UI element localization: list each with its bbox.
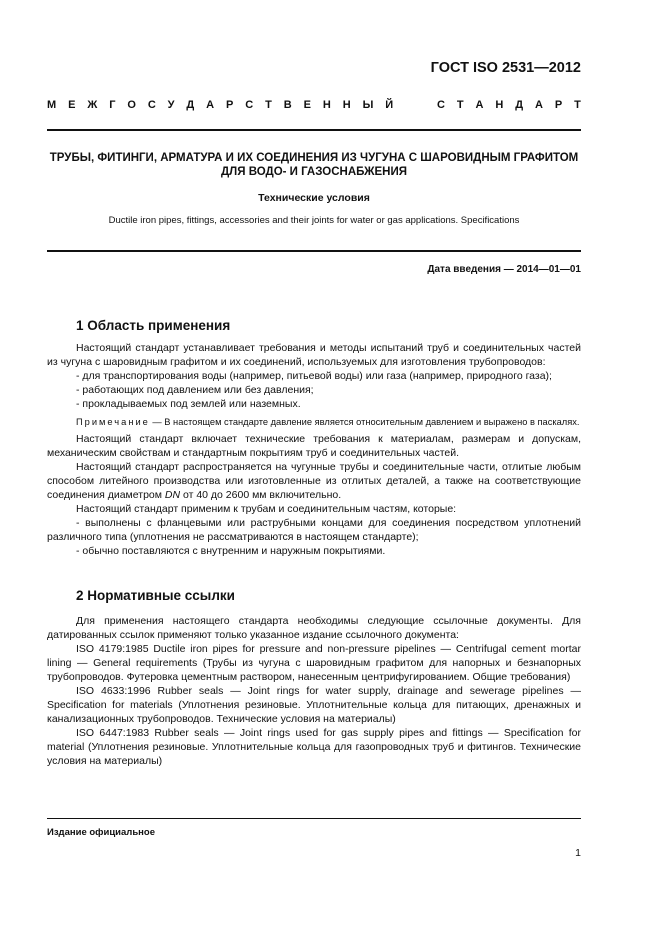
banner-letter: Ж <box>87 99 98 111</box>
title-divider <box>47 250 581 252</box>
banner-letter: С <box>437 99 445 111</box>
paragraph-text: от 40 до 2600 мм включительно. <box>180 489 342 501</box>
document-subtitle: Технические условия <box>258 192 370 204</box>
list-item: - прокладываемых под землей или наземных. <box>76 398 301 410</box>
section-2-body <box>47 614 581 768</box>
interstate-standard-banner <box>47 99 581 111</box>
banner-letter: Ы <box>362 99 374 111</box>
note-text: — В настоящем стандарте давление является относительным давлением и выражено в паскалях. <box>149 417 580 427</box>
reference-item: ISO 4633:1996 Rubber seals — Joint rings for water supply, drainage and sewerage pipelines — Specification for materials (Уплотнения резиновые. Уплотнительные кольца для питающих, дренажных и канализационных трубопроводов. Технические условия на материалы) <box>47 685 581 725</box>
page-number: 1 <box>575 847 581 859</box>
list-item: - выполнены с фланцевыми или раструбными концами для соединения посредством уплотнений различного типа (уплотнения не рассматриваются в настоящем стандарте); <box>47 517 581 543</box>
paragraph: Для применения настоящего стандарта необходимы следующие ссылочные документы. Для датированных ссылок применяют только указанное издание ссылочного документа: <box>47 615 581 641</box>
dn-symbol: DN <box>164 489 181 501</box>
paragraph: Настоящий стандарт включает технические требования к материалам, размерам и допускам, механическим свойствам и стандартным покрытиям труб и соединительных частей. <box>47 433 581 459</box>
paragraph-text: Настоящий стандарт распространяется на чугунные трубы и соединительные части, отлитые любым способом литейного производства или изготовленные из отлитых деталей, а также на соответствующие соединения диаметром <box>47 461 581 501</box>
banner-letter: Д <box>186 99 195 111</box>
banner-letter: Р <box>226 99 234 111</box>
paragraph: Настоящий стандарт устанавливает требования и методы испытаний труб и соединительных частей из чугуна с шаровидным графитом и их соединений, используемых для изготовления трубопроводов: <box>47 342 581 368</box>
list-item: - для транспортирования воды (например, питьевой воды) или газа (например, природного газа); <box>76 370 552 382</box>
banner-letter: Т <box>265 99 272 111</box>
note <box>47 416 581 428</box>
banner-letter: Й <box>385 99 394 111</box>
document-title: ТРУБЫ, ФИТИНГИ, АРМАТУРА И ИХ СОЕДИНЕНИЯ ИЗ ЧУГУНА С ШАРОВИДНЫМ ГРАФИТОМ ДЛЯ ВОДО- И ГАЗОСНАБЖЕНИЯ <box>49 152 579 178</box>
banner-letter: А <box>534 99 543 111</box>
paragraph <box>47 460 581 502</box>
banner-letter: Н <box>495 99 504 111</box>
banner-letter: А <box>475 99 484 111</box>
section-2-heading: 2 Нормативные ссылки <box>76 588 235 603</box>
reference-item: ISO 6447:1983 Rubber seals — Joint rings used for gas supply pipes and fittings — Specification for material (Уплотнения резиновые. Уплотнительные кольца для газопроводных труб и фитингов. Технические условия на материалы) <box>47 727 581 767</box>
document-number: ГОСТ ISO 2531—2012 <box>430 60 581 76</box>
list-item: - обычно поставляются с внутренним и наружным покрытиями. <box>76 545 386 557</box>
english-title: Ductile iron pipes, fittings, accessories and their joints for water or gas applications. Specifications <box>108 215 520 226</box>
banner-letter: Т <box>456 99 464 111</box>
banner-letter: О <box>127 99 136 111</box>
banner-letter: У <box>167 99 175 111</box>
section-1-body <box>47 341 581 558</box>
banner-letter: М <box>47 99 57 111</box>
header-divider <box>47 129 581 131</box>
section-1-heading: 1 Область применения <box>76 318 231 333</box>
reference-item: ISO 4179:1985 Ductile iron pipes for pressure and non-pressure pipelines — Centrifugal cement mortar lining — General requirements (Трубы из чугуна с шаровидным графитом для напорных и безнапорных трубопроводов. Футеровка цементным раствором, нанесенным центрифугированием. Общие требования) <box>47 643 581 683</box>
banner-letter: Д <box>515 99 524 111</box>
banner-letter: С <box>245 99 254 111</box>
official-edition-label: Издание официальное <box>47 827 155 838</box>
banner-letter: Е <box>68 99 76 111</box>
introduction-date: Дата введения — 2014—01—01 <box>427 264 581 275</box>
banner-letter: Г <box>109 99 116 111</box>
banner-letter: Р <box>554 99 563 111</box>
banner-letter: С <box>147 99 156 111</box>
banner-letter: Е <box>303 99 311 111</box>
footer-divider <box>47 818 581 819</box>
list-item: - работающих под давлением или без давления; <box>76 384 314 396</box>
banner-letter: Н <box>342 99 351 111</box>
banner-letter: Т <box>574 99 581 111</box>
banner-letter: А <box>206 99 215 111</box>
banner-letter: В <box>283 99 292 111</box>
note-label: Примечание <box>76 417 150 427</box>
banner-letter: Н <box>322 99 331 111</box>
paragraph: Настоящий стандарт применим к трубам и соединительным частям, которые: <box>76 503 457 515</box>
